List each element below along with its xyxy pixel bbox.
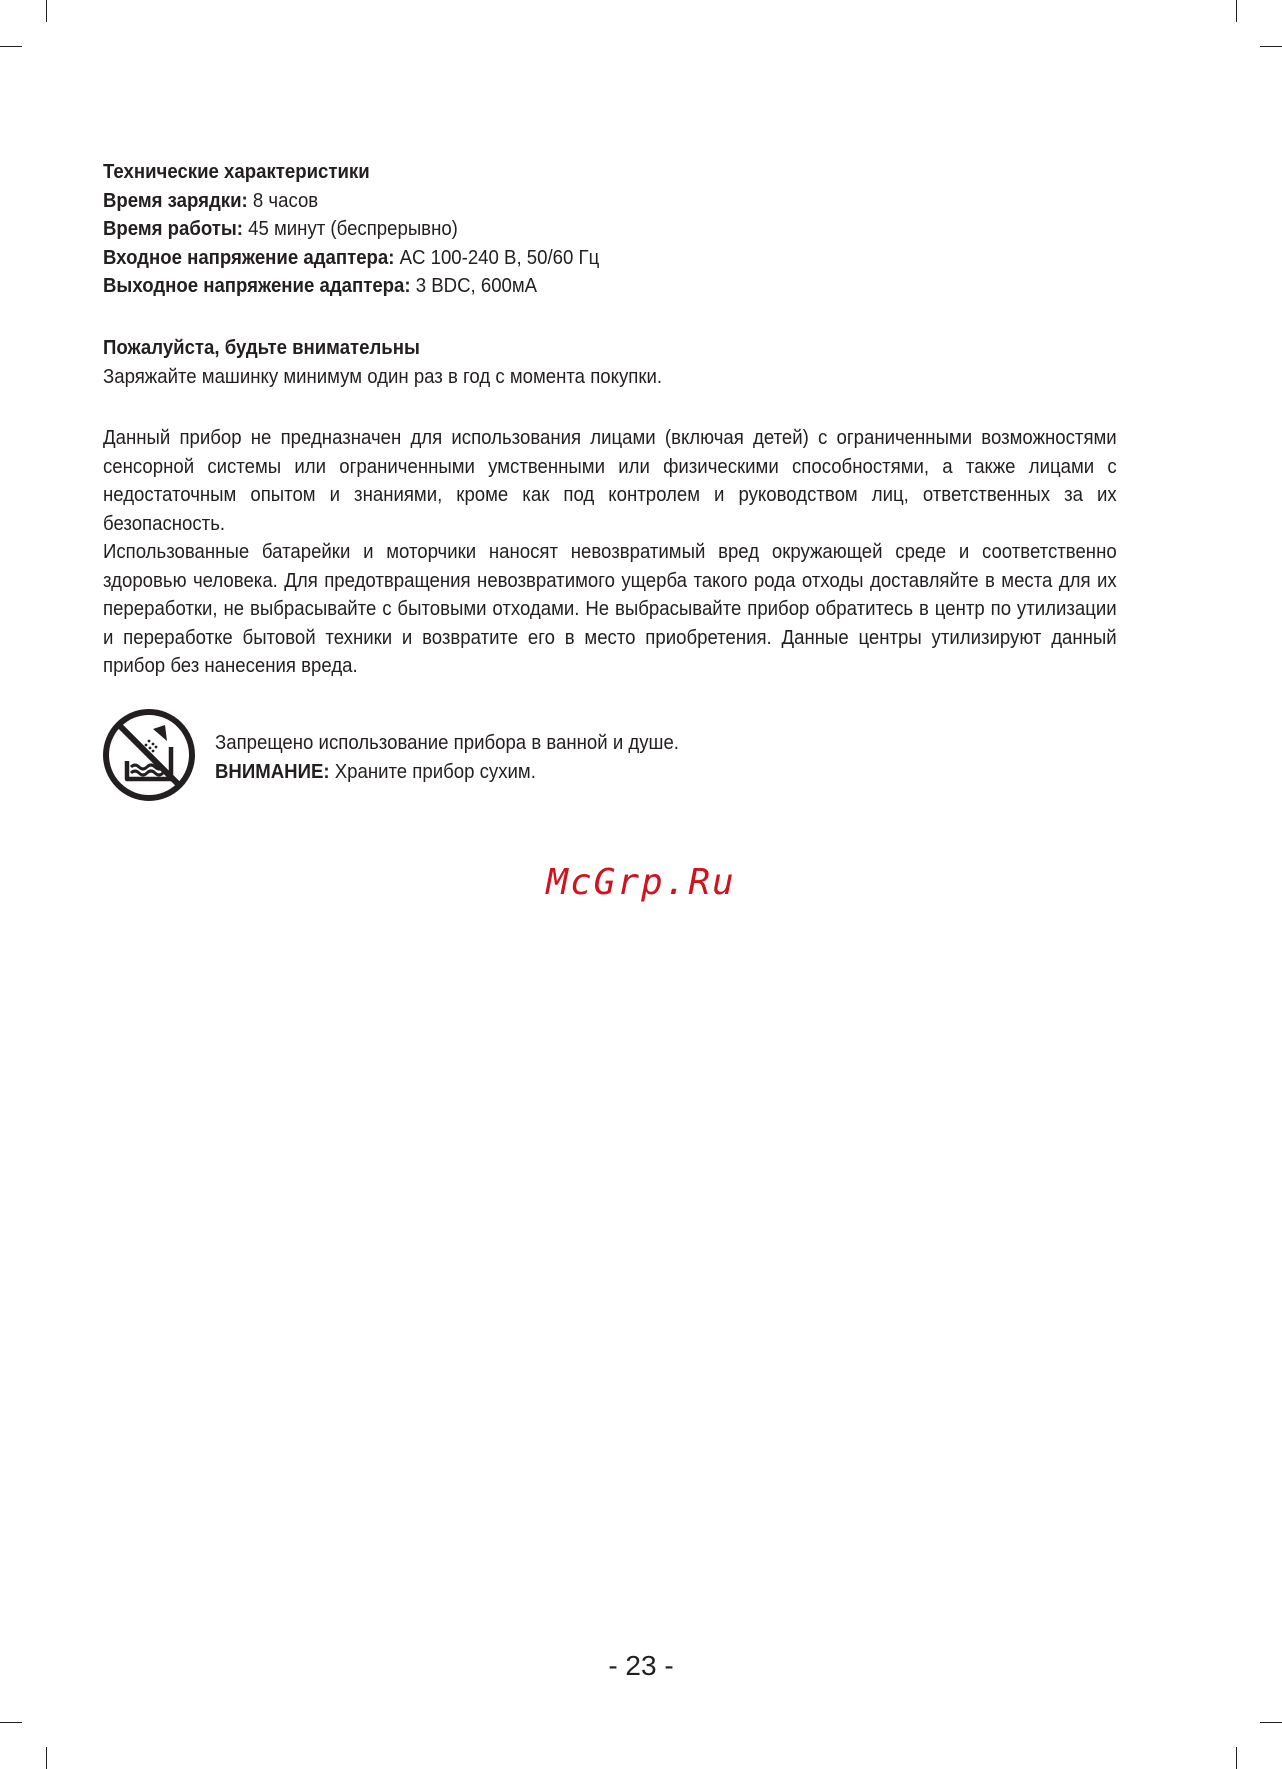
warning-paragraph: Данный прибор не предназначен для использования лицами (включая детей) с ограниченными возможностями сенсорной системы или ограниченными умственными или физическими способностями, а также лицами с недостаточным опытом и знаниями, кроме как под контролем и руководством лиц, ответственных за их безопасность. bbox=[103, 427, 1117, 535]
spec-value: 3 BDC, 600мА bbox=[410, 275, 538, 297]
spec-value: 8 часов bbox=[247, 189, 319, 212]
attention-text: Храните прибор сухим. bbox=[329, 761, 536, 783]
attention-line bbox=[215, 758, 866, 787]
attention-label: ВНИМАНИЕ: bbox=[215, 761, 330, 783]
spec-label: Время зарядки: bbox=[103, 189, 248, 212]
careful-text: Заряжайте машинку минимум один раз в год с момента покупки. bbox=[103, 365, 663, 388]
safety-warning bbox=[103, 424, 1117, 681]
crop-mark bbox=[1260, 1722, 1282, 1723]
spec-label: Выходное напряжение адаптера: bbox=[103, 275, 411, 297]
spec-label: Входное напряжение адаптера: bbox=[103, 246, 395, 269]
spec-label: Время работы: bbox=[103, 218, 243, 240]
crop-mark bbox=[1260, 46, 1282, 47]
spec-value: AC 100-240 B, 50/60 Гц bbox=[394, 246, 600, 269]
careful-heading: Пожалуйста, будьте внимательны bbox=[103, 337, 420, 359]
crop-mark bbox=[0, 1722, 22, 1723]
warning-paragraph: Использованные батарейки и моторчики наносят невозвратимый вред окружающей среде и соответственно здоровью человека. Для предотвращения невозвратимого ущерба такого рода отходы доставляйте в места для их переработки, не выбрасывайте с бытовыми отходами. Не выбрасывайте прибор обратитесь в центр по утилизации и переработке бытовой техники и возвратите его в место приобретения. Данные центры утилизируют данный прибор без нанесения вреда. bbox=[103, 541, 1117, 677]
crop-mark bbox=[1236, 1747, 1237, 1769]
spec-output-voltage bbox=[103, 272, 1107, 301]
notice-line: Запрещено использование прибора в ванной и душе. bbox=[215, 732, 679, 754]
crop-mark bbox=[46, 1747, 47, 1769]
no-water-icon bbox=[101, 707, 197, 803]
technical-specs bbox=[103, 158, 1107, 301]
crop-mark bbox=[1236, 0, 1237, 22]
water-notice bbox=[215, 729, 866, 787]
spec-charge-time bbox=[103, 187, 1107, 216]
crop-mark bbox=[0, 46, 22, 47]
crop-mark bbox=[46, 0, 47, 22]
careful-section bbox=[103, 334, 1107, 391]
spec-value: 45 минут (беспрерывно) bbox=[242, 218, 458, 240]
spec-work-time bbox=[103, 215, 1107, 244]
spec-input-voltage bbox=[103, 244, 1107, 273]
watermark: McGrp.Ru bbox=[546, 862, 736, 903]
specs-heading: Технические характеристики bbox=[103, 161, 370, 183]
page-number: - 23 - bbox=[608, 1650, 674, 1681]
